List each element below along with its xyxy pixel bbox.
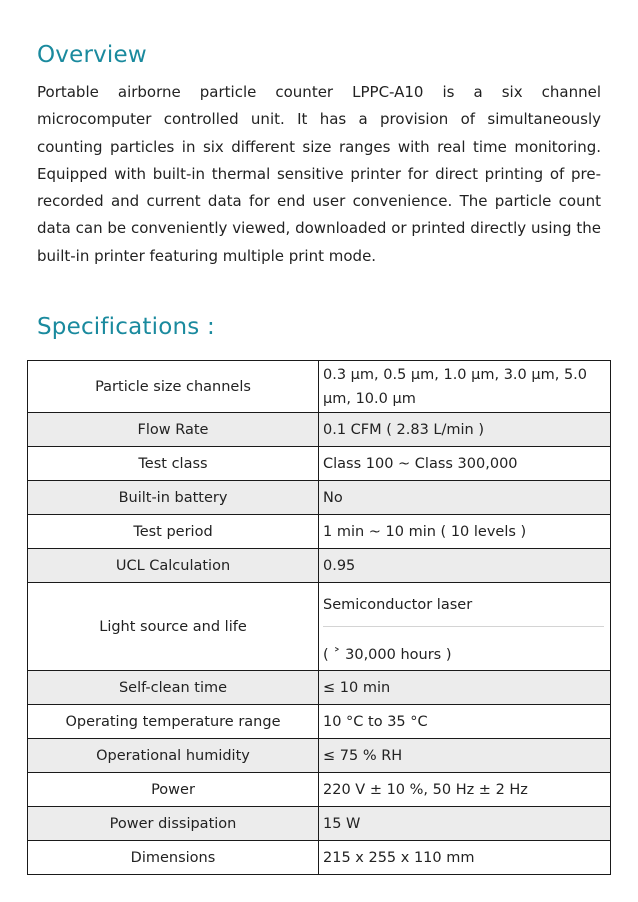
spec-row-power: [28, 773, 611, 807]
overview-paragraph: Portable airborne particle counter LPPC-A10 is a six channel microcomputer controlled unit. It has a provision of simultaneously counting particles in six different size ranges with real time monitoring. Equipped with built-in thermal sensitive printer for direct printing of pre-recorded and current data for end user convenience. The particle count data can be conveniently viewed, downloaded or printed directly using the built-in printer featuring multiple print mode.: [37, 83, 601, 265]
spec-value: Class 100 ~ Class 300,000: [319, 447, 611, 481]
spec-row-ucl: [28, 549, 611, 583]
spec-label: Operating temperature range: [28, 705, 319, 739]
spec-label: Power: [28, 773, 319, 807]
spec-row-battery: [28, 481, 611, 515]
spec-row-test-period: [28, 515, 611, 549]
spec-label: Operational humidity: [28, 739, 319, 773]
spec-label: Dimensions: [28, 841, 319, 875]
spec-label: Self-clean time: [28, 671, 319, 705]
spec-value: 15 W: [319, 807, 611, 841]
overview-heading: Overview: [37, 42, 147, 68]
spec-row-light-source: [28, 583, 611, 671]
spec-row-test-class: [28, 447, 611, 481]
spec-label: Test period: [28, 515, 319, 549]
spec-value: No: [319, 481, 611, 515]
specifications-table: [27, 360, 611, 875]
spec-label: UCL Calculation: [28, 549, 319, 583]
spec-label: Particle size channels: [28, 361, 319, 413]
spec-label: Flow Rate: [28, 413, 319, 447]
spec-label: Built-in battery: [28, 481, 319, 515]
spec-value: 10 °C to 35 °C: [319, 705, 611, 739]
spec-value: 215 x 255 x 110 mm: [319, 841, 611, 875]
spec-value: ≤ 75 % RH: [319, 739, 611, 773]
spec-row-self-clean: [28, 671, 611, 705]
spec-label: Test class: [28, 447, 319, 481]
specifications-heading: Specifications :: [37, 314, 215, 340]
spec-value: ≤ 10 min: [319, 671, 611, 705]
spec-value: Semiconductor laser: [323, 596, 473, 613]
spec-value-secondary: ( ˃ 30,000 hours ): [323, 647, 452, 663]
spec-label: Light source and life: [28, 583, 319, 671]
spec-value: 0.1 CFM ( 2.83 L/min ): [319, 413, 611, 447]
spec-value: 220 V ± 10 %, 50 Hz ± 2 Hz: [319, 773, 611, 807]
spec-value: 0.3 µm, 0.5 µm, 1.0 µm, 3.0 µm, 5.0 µm, 10.0 µm: [323, 366, 588, 407]
spec-row-particle-size: [28, 361, 611, 413]
spec-label: Power dissipation: [28, 807, 319, 841]
spec-row-dimensions: [28, 841, 611, 875]
spec-value: 0.95: [319, 549, 611, 583]
spec-row-humidity: [28, 739, 611, 773]
spec-value: 1 min ~ 10 min ( 10 levels ): [319, 515, 611, 549]
spec-row-flow-rate: [28, 413, 611, 447]
spec-row-temperature: [28, 705, 611, 739]
spec-row-power-dissipation: [28, 807, 611, 841]
